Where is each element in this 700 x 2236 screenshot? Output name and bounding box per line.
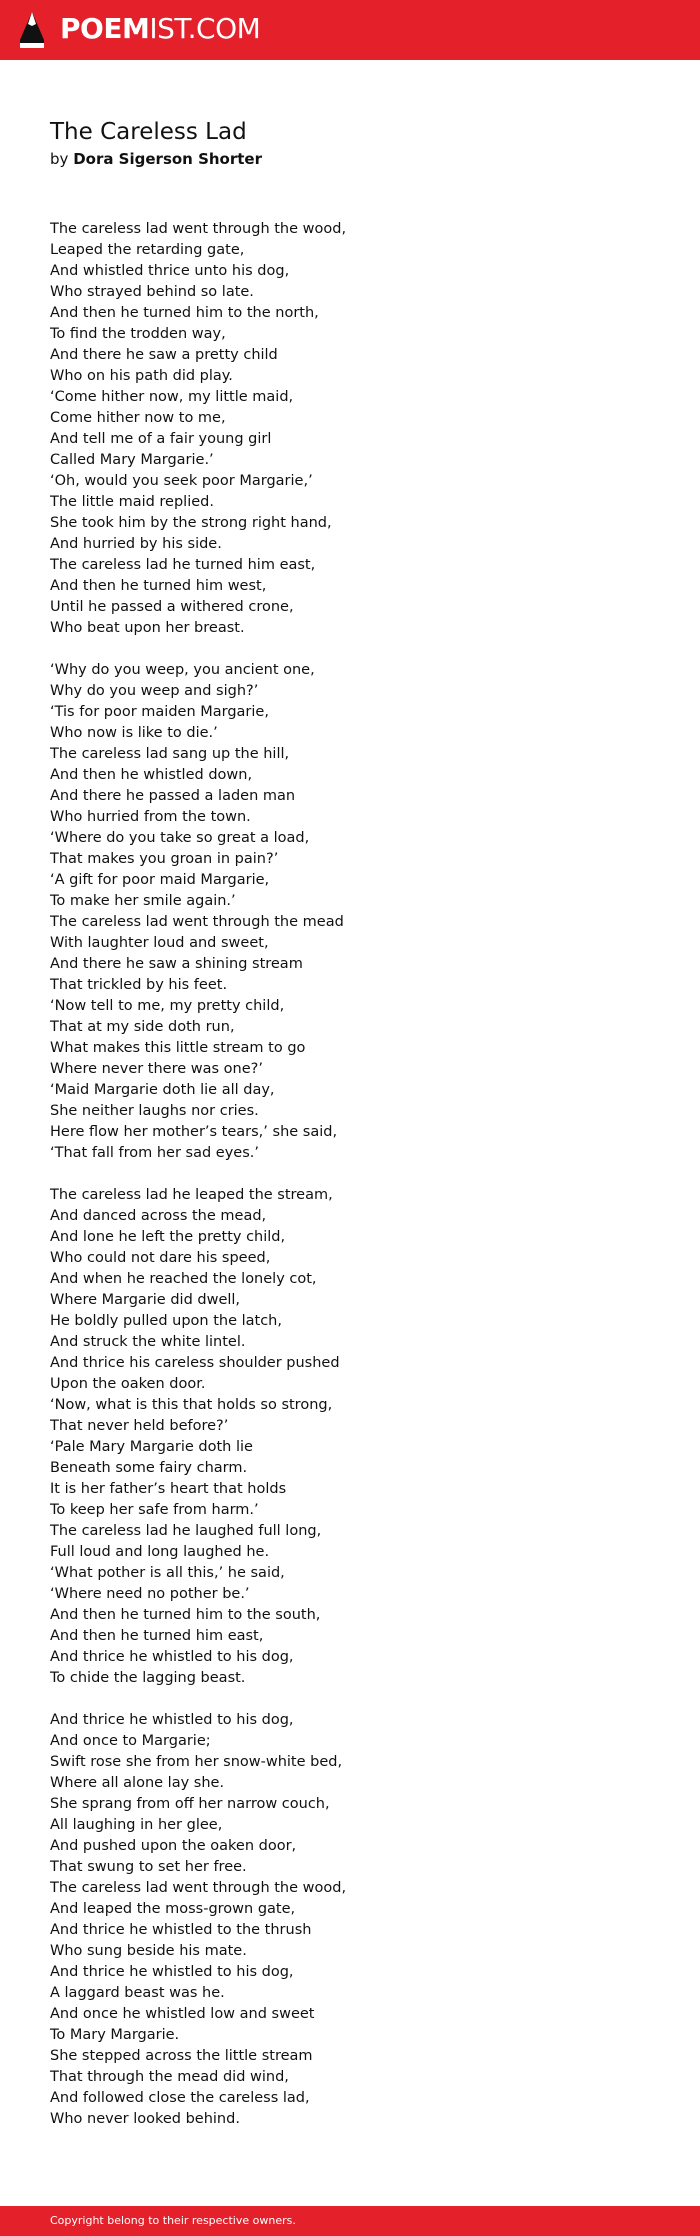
poem-line: The careless lad went through the wood,	[50, 1880, 347, 1896]
poem-line: She took him by the strong right hand,	[50, 515, 332, 531]
poem-line: ‘Now tell to me, my pretty child,	[50, 998, 285, 1014]
poem-line: Where Margarie did dwell,	[50, 1292, 241, 1308]
poem-line: And then he whistled down,	[50, 767, 253, 783]
copyright-notice: Copyright belong to their respective owners.	[50, 2214, 296, 2227]
poem-line: To chide the lagging beast.	[50, 1670, 246, 1686]
poem-line: All laughing in her glee,	[50, 1817, 223, 1833]
poem-line: Upon the oaken door.	[50, 1376, 206, 1392]
poem-line: That makes you groan in pain?’	[50, 851, 279, 867]
poem-line: That through the mead did wind,	[50, 2069, 289, 2085]
poem-line: And hurried by his side.	[50, 536, 222, 552]
poem-line: That trickled by his feet.	[50, 977, 228, 993]
poem-line: Here flow her mother’s tears,’ she said,	[50, 1124, 338, 1140]
poem-line: And thrice his careless shoulder pushed	[50, 1355, 340, 1371]
poem-line: The careless lad he leaped the stream,	[50, 1187, 333, 1203]
poem-line: A laggard beast was he.	[50, 1985, 225, 2001]
poem-line: To find the trodden way,	[50, 326, 226, 342]
poem-line: ‘Where do you take so great a load,	[50, 830, 310, 846]
poem-line: It is her father’s heart that holds	[50, 1481, 287, 1497]
poem-line: To keep her safe from harm.’	[50, 1502, 259, 1518]
poem-line: ‘Now, what is this that holds so strong,	[50, 1397, 333, 1413]
poem-line: The careless lad sang up the hill,	[50, 746, 290, 762]
poem-line: And thrice he whistled to the thrush	[50, 1922, 312, 1938]
poem-line: Who could not dare his speed,	[50, 1250, 271, 1266]
poem-line: And struck the white lintel.	[50, 1334, 246, 1350]
poem-line: And tell me of a fair young girl	[50, 431, 272, 447]
poem-line: And whistled thrice unto his dog,	[50, 263, 290, 279]
poem-line: And once to Margarie;	[50, 1733, 211, 1749]
poem-line: And there he saw a shining stream	[50, 956, 303, 972]
poem-body	[50, 219, 650, 2151]
poem-line: And leaped the moss-grown gate,	[50, 1901, 296, 1917]
poem-line: Who now is like to die.’	[50, 725, 218, 741]
poem-author[interactable]: Dora Sigerson Shorter	[73, 150, 262, 168]
poem-line: And there he passed a laden man	[50, 788, 296, 804]
poem-line: Leaped the retarding gate,	[50, 242, 245, 258]
poem-line: That swung to set her free.	[50, 1859, 247, 1875]
poem-line: To make her smile again.’	[50, 893, 236, 909]
poem-line: He boldly pulled upon the latch,	[50, 1313, 282, 1329]
poem-line: Who hurried from the town.	[50, 809, 251, 825]
poem-line: She stepped across the little stream	[50, 2048, 313, 2064]
poem-line: Who beat upon her breast.	[50, 620, 245, 636]
poem-line: With laughter loud and sweet,	[50, 935, 269, 951]
poem-line: Come hither now to me,	[50, 410, 226, 426]
poem-line: What makes this little stream to go	[50, 1040, 306, 1056]
brand-bold: POEM	[60, 12, 150, 45]
poem-line: ‘Come hither now, my little maid,	[50, 389, 294, 405]
poem-line: The careless lad went through the mead	[50, 914, 344, 930]
poem-line: Until he passed a withered crone,	[50, 599, 294, 615]
poem-line: And pushed upon the oaken door,	[50, 1838, 297, 1854]
poem-line: Who strayed behind so late.	[50, 284, 254, 300]
poem-line: ‘Oh, would you seek poor Margarie,’	[50, 473, 313, 489]
poem-line: And danced across the mead,	[50, 1208, 267, 1224]
poem-line: And followed close the careless lad,	[50, 2090, 310, 2106]
poem-line: And thrice he whistled to his dog,	[50, 1649, 294, 1665]
poem-line: To Mary Margarie.	[50, 2027, 180, 2043]
poem-line: Called Mary Margarie.’	[50, 452, 214, 468]
poem-line: And lone he left the pretty child,	[50, 1229, 286, 1245]
poem-line: Swift rose she from her snow-white bed,	[50, 1754, 343, 1770]
poem-line: The careless lad went through the wood,	[50, 221, 347, 237]
poem-line: And when he reached the lonely cot,	[50, 1271, 317, 1287]
poem-line: ‘Maid Margarie doth lie all day,	[50, 1082, 275, 1098]
poem-line: ‘That fall from her sad eyes.’	[50, 1145, 259, 1161]
poem-line: ‘What pother is all this,’ he said,	[50, 1565, 285, 1581]
poem-line: That never held before?’	[50, 1418, 229, 1434]
poem-line: And there he saw a pretty child	[50, 347, 278, 363]
poem-line: ‘Pale Mary Margarie doth lie	[50, 1439, 253, 1455]
poem-line: Who on his path did play.	[50, 368, 233, 384]
poem-line: And then he turned him west,	[50, 578, 267, 594]
poem-line: Where all alone lay she.	[50, 1775, 225, 1791]
poem-stanza	[50, 1710, 650, 2130]
poem-line: The careless lad he turned him east,	[50, 557, 316, 573]
poem-line: Where never there was one?’	[50, 1061, 263, 1077]
pen-nib-icon[interactable]	[14, 10, 50, 50]
brand-light: IST.COM	[149, 12, 261, 45]
poem-line: And once he whistled low and sweet	[50, 2006, 315, 2022]
poem-line: She neither laughs nor cries.	[50, 1103, 259, 1119]
poem-line: That at my side doth run,	[50, 1019, 235, 1035]
poem-byline	[50, 150, 262, 168]
poem-line: Beneath some fairy charm.	[50, 1460, 248, 1476]
poem-line: She sprang from off her narrow couch,	[50, 1796, 330, 1812]
poem-line: And thrice he whistled to his dog,	[50, 1964, 294, 1980]
poem-line: The little maid replied.	[50, 494, 214, 510]
by-label: by	[50, 150, 69, 168]
poem-line: Who never looked behind.	[50, 2111, 240, 2127]
poem-line: The careless lad he laughed full long,	[50, 1523, 322, 1539]
poem-line: ‘Tis for poor maiden Margarie,	[50, 704, 269, 720]
poem-line: And then he turned him to the north,	[50, 305, 319, 321]
poem-line: And thrice he whistled to his dog,	[50, 1712, 294, 1728]
poem-line: ‘Where need no pother be.’	[50, 1586, 250, 1602]
poem-line: And then he turned him to the south,	[50, 1607, 321, 1623]
poem-stanza	[50, 660, 650, 1164]
poem-stanza	[50, 219, 650, 639]
poem-line: Full loud and long laughed he.	[50, 1544, 270, 1560]
site-logo-text[interactable]	[60, 11, 260, 47]
site-header	[0, 0, 700, 60]
poem-line: Why do you weep and sigh?’	[50, 683, 259, 699]
poem-line: ‘A gift for poor maid Margarie,	[50, 872, 270, 888]
poem-line: ‘Why do you weep, you ancient one,	[50, 662, 315, 678]
site-footer	[0, 2206, 700, 2236]
poem-title: The Careless Lad	[50, 119, 247, 145]
poem-line: And then he turned him east,	[50, 1628, 264, 1644]
poem-stanza	[50, 1185, 650, 1689]
poem-line: Who sung beside his mate.	[50, 1943, 247, 1959]
